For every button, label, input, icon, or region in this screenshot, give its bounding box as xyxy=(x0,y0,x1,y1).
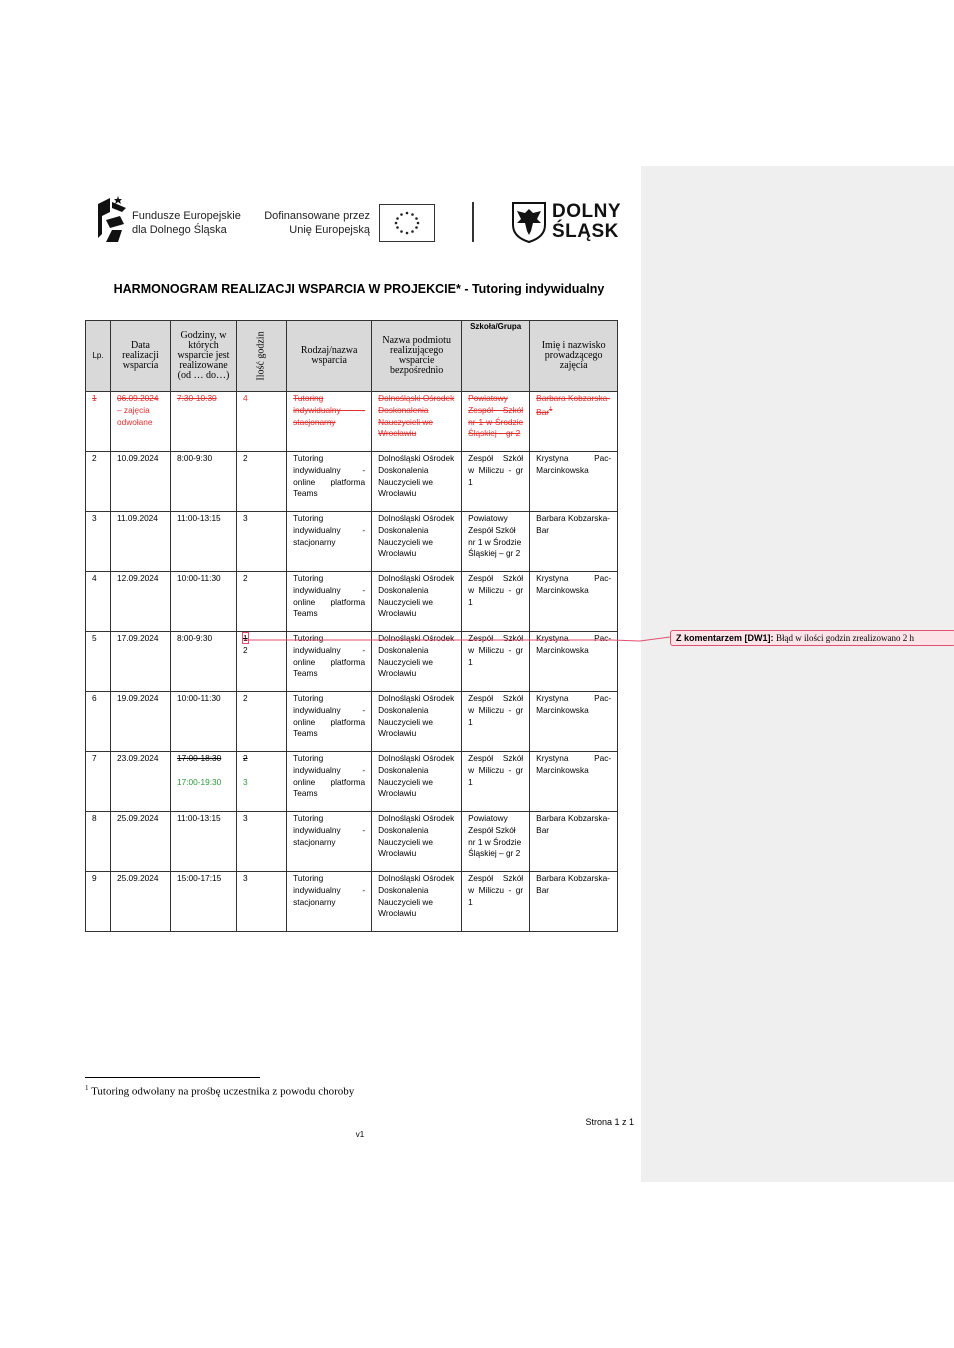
header-count: Ilość godzin xyxy=(237,321,287,392)
footnote: $^1$ Tutoring odwołany na prośbę uczestnika z powodu choroby xyxy=(85,1084,355,1098)
cell-count: 2 3 xyxy=(237,752,287,812)
cell-group: Zespół Szkół w Miliczu - gr 1 xyxy=(462,872,530,932)
cell-lp: 2 xyxy=(86,452,111,512)
cell-group: Zespół Szkół w Miliczu - gr 1 xyxy=(462,452,530,512)
cell-date: 17.09.2024 xyxy=(111,632,171,692)
cell-lp: 4 xyxy=(86,572,111,632)
cell-hours: 10:00-11:30 xyxy=(171,572,237,632)
cell-date: 06.09.2024 – zajęcia odwołane xyxy=(111,392,171,452)
cell-entity: Dolnośląski Ośrodek Doskonalenia Nauczycieli we Wrocławiu xyxy=(372,872,462,932)
cell-count: 4 xyxy=(237,392,287,452)
comment-balloon[interactable]: Z komentarzem [DW1]: Błąd w ilości godzin zrealizowano 2 h xyxy=(670,630,954,646)
header-type: Rodzaj/nazwa wsparcia xyxy=(287,321,372,392)
cell-group: Zespół Szkół w Miliczu - gr 1 xyxy=(462,692,530,752)
cell-group: Zespół Szkół w Miliczu - gr 1 xyxy=(462,572,530,632)
cell-hours: 7:30-10:30 xyxy=(171,392,237,452)
cell-date: 19.09.2024 xyxy=(111,692,171,752)
cell-lp: 3 xyxy=(86,512,111,572)
cell-date: 12.09.2024 xyxy=(111,572,171,632)
cell-date: 23.09.2024 xyxy=(111,752,171,812)
cell-count: 2 xyxy=(237,452,287,512)
cell-count: 2 xyxy=(237,692,287,752)
header-entity: Nazwa podmiotu realizującego wsparcie bezpośrednio xyxy=(372,321,462,392)
cell-group: Zespół Szkół w Miliczu - gr 1 xyxy=(462,632,530,692)
cell-entity: Dolnośląski Ośrodek Doskonalenia Nauczycieli we Wrocławiu xyxy=(372,512,462,572)
cell-hours: 17:00-18:30 17:00-19:30 xyxy=(171,752,237,812)
cell-group: Powiatowy Zespół Szkół nr 1 w Środzie Śląskiej – gr 2 xyxy=(462,812,530,872)
ue-logo-text: Dofinansowane przez Unię Europejską xyxy=(264,210,370,236)
cell-person: Barbara Kobzarska-Bar xyxy=(530,872,618,932)
cell-person: Krystyna Pac-Marcinkowska xyxy=(530,572,618,632)
cell-person: Krystyna Pac-Marcinkowska xyxy=(530,452,618,512)
cell-count: 3 xyxy=(237,812,287,872)
cell-group: Powiatowy Zespół Szkół nr 1 w Środzie Śląskiej – gr 2 xyxy=(462,392,530,452)
cell-entity: Dolnośląski Ośrodek Doskonalenia Nauczycieli we Wrocławiu xyxy=(372,572,462,632)
page-number: Strona 1 z 1 xyxy=(585,1117,634,1127)
version-label: v1 xyxy=(355,1130,365,1139)
cell-person: Krystyna Pac-Marcinkowska xyxy=(530,752,618,812)
header-group: Szkoła/Grupa xyxy=(462,321,530,392)
cell-lp: 5 xyxy=(86,632,111,692)
cell-type: Tutoring indywidualny - stacjonarny xyxy=(287,872,372,932)
dolny-slask-wordmark: DOLNY ŚLĄSK xyxy=(552,201,621,242)
footnote-separator xyxy=(85,1077,260,1078)
cell-entity: Dolnośląski Ośrodek Doskonalenia Nauczycieli we Wrocławiu xyxy=(372,812,462,872)
cell-lp: 7 xyxy=(86,752,111,812)
cell-count: 3 xyxy=(237,512,287,572)
header-lp: Lp. xyxy=(86,321,111,392)
header-hours: Godziny, w których wsparcie jest realizowane (od … do…) xyxy=(171,321,237,392)
cell-hours: 10:00-11:30 xyxy=(171,692,237,752)
cell-date: 11.09.2024 xyxy=(111,512,171,572)
page-title: HARMONOGRAM REALIZACJI WSPARCIA W PROJEKCIE* - Tutoring indywidualny xyxy=(113,282,605,296)
cell-type: Tutoring indywidualny - stacjonarny xyxy=(287,512,372,572)
cell-person: Krystyna Pac-Marcinkowska xyxy=(530,692,618,752)
cell-count: 3 xyxy=(237,872,287,932)
cell-hours: 15:00-17:15 xyxy=(171,872,237,932)
cell-lp: 8 xyxy=(86,812,111,872)
cell-type: Tutoring indywidualny - online platforma Teams xyxy=(287,452,372,512)
cell-person: Barbara Kobzarska-Bar xyxy=(530,812,618,872)
commented-count-old: 1 xyxy=(243,633,248,643)
header-date: Data realizacji wsparcia xyxy=(111,321,171,392)
cell-lp: 9 xyxy=(86,872,111,932)
cell-type: Tutoring indywidualny - online platforma Teams xyxy=(287,692,372,752)
cell-date: 10.09.2024 xyxy=(111,452,171,512)
cell-entity: Dolnośląski Ośrodek Doskonalenia Nauczycieli we Wrocławiu xyxy=(372,452,462,512)
cell-person: Barbara Kobzarska-Bar xyxy=(530,512,618,572)
cell-hours: 11:00-13:15 xyxy=(171,812,237,872)
cell-entity: Dolnośląski Ośrodek Doskonalenia Nauczycieli we Wrocławiu xyxy=(372,632,462,692)
cell-entity: Dolnośląski Ośrodek Doskonalenia Nauczycieli we Wrocławiu xyxy=(372,392,462,452)
cell-lp: 1 xyxy=(86,392,111,452)
cell-hours: 8:00-9:30 xyxy=(171,452,237,512)
cell-group: Powiatowy Zespół Szkół nr 1 w Środzie Śląskiej – gr 2 xyxy=(462,512,530,572)
cell-person: Krystyna Pac-Marcinkowska xyxy=(530,632,618,692)
cell-type: Tutoring indywidualny - stacjonarny xyxy=(287,812,372,872)
cell-date: 25.09.2024 xyxy=(111,872,171,932)
cell-hours: 11:00-13:15 xyxy=(171,512,237,572)
cell-lp: 6 xyxy=(86,692,111,752)
cell-type: Tutoring indywidualny - online platforma Teams xyxy=(287,752,372,812)
cell-count[interactable]: 1 2 xyxy=(237,632,287,692)
cell-count: 2 xyxy=(237,572,287,632)
cell-entity: Dolnośląski Ośrodek Doskonalenia Nauczycieli we Wrocławiu xyxy=(372,752,462,812)
cell-date: 25.09.2024 xyxy=(111,812,171,872)
cell-type: Tutoring indywidualny - online platforma Teams xyxy=(287,632,372,692)
cell-group: Zespół Szkół w Miliczu - gr 1 xyxy=(462,752,530,812)
fe-logo-text: Fundusze Europejskie dla Dolnego Śląska xyxy=(132,210,241,236)
cell-entity: Dolnośląski Ośrodek Doskonalenia Nauczycieli we Wrocławiu xyxy=(372,692,462,752)
cell-person: Barbara Kobzarska-Bar$^1$ xyxy=(530,392,618,452)
cell-type: Tutoring indywidualny - online platforma Teams xyxy=(287,572,372,632)
cell-hours: 8:00-9:30 xyxy=(171,632,237,692)
cell-type: Tutoring indywidualny – stacjonarny xyxy=(287,392,372,452)
header-person: Imię i nazwisko prowadzącego zajęcia xyxy=(530,321,618,392)
